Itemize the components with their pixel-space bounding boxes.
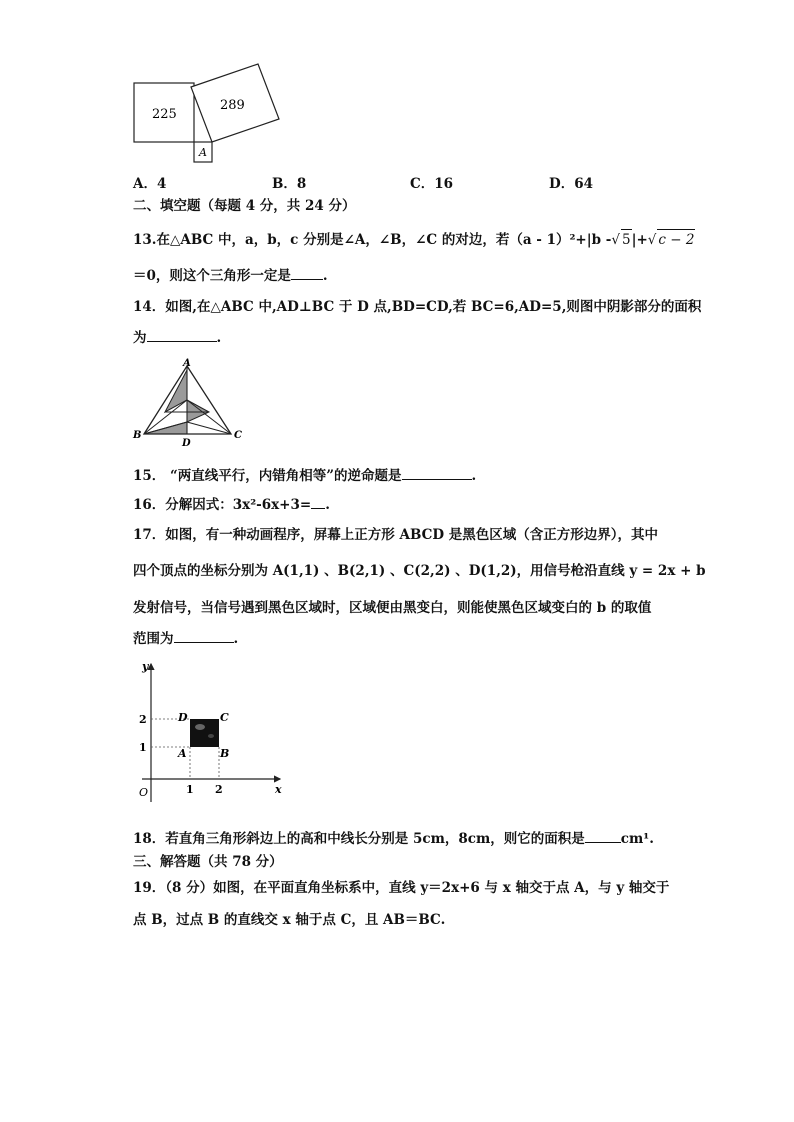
question-18: 18．若直角三角形斜边上的高和中线长分别是 5cm，8cm，则它的面积是 cm¹. bbox=[133, 828, 654, 849]
square-small-label: A bbox=[199, 146, 207, 159]
vertex-d: D bbox=[178, 711, 188, 724]
origin-label: O bbox=[139, 786, 149, 799]
x-axis-label: x bbox=[275, 783, 282, 796]
tick-y-2: 2 bbox=[139, 713, 147, 726]
option-a: A．4 bbox=[133, 176, 167, 192]
tick-x-1: 1 bbox=[186, 783, 194, 796]
square-right-label: 289 bbox=[220, 98, 245, 113]
question-17-line4: 范围为 . bbox=[133, 628, 238, 649]
question-14-line2: 为 . bbox=[133, 327, 221, 348]
q13-answer-blank[interactable] bbox=[291, 265, 323, 280]
coordinate-graph bbox=[134, 656, 294, 806]
q18-answer-blank[interactable] bbox=[585, 828, 621, 843]
question-13-line1 bbox=[133, 229, 695, 250]
black-square bbox=[190, 719, 219, 747]
q13-number: 13. bbox=[133, 232, 157, 248]
label-c: C bbox=[234, 430, 242, 441]
vertex-b: B bbox=[220, 747, 230, 760]
shaded-right-mid bbox=[187, 400, 209, 422]
label-d: D bbox=[182, 438, 191, 448]
question-15: 15． “两直线平行，内错角相等”的逆命题是 . bbox=[133, 465, 476, 486]
y-axis-label: y bbox=[142, 660, 149, 673]
squares-figure bbox=[128, 58, 288, 166]
question-17-line2: 四个顶点的坐标分别为 A(1,1) 、B(2,1) 、C(2,2) 、D(1,2)，用信号枪沿直线 y = 2x + b bbox=[133, 563, 706, 579]
label-a: A bbox=[183, 358, 191, 369]
triangle-figure bbox=[130, 356, 250, 448]
option-c: C．16 bbox=[410, 176, 454, 192]
square-left-label: 225 bbox=[152, 107, 177, 122]
label-b: B bbox=[133, 430, 142, 441]
q14-answer-blank[interactable] bbox=[147, 327, 217, 342]
question-13-line2: ＝0，则这个三角形一定是 . bbox=[133, 265, 328, 286]
q17-answer-blank[interactable] bbox=[174, 628, 234, 643]
question-17-line1: 17．如图，有一种动画程序，屏幕上正方形 ABCD 是黑色区域（含正方形边界），其中 bbox=[133, 527, 659, 543]
q13-plus: |+ bbox=[631, 232, 648, 248]
vertex-a: A bbox=[178, 747, 187, 760]
q13-sqrt-5: √ 5 bbox=[611, 232, 631, 248]
option-d: D．64 bbox=[549, 176, 593, 192]
section-title-solve: 三、解答题（共 78 分） bbox=[133, 854, 283, 870]
q13-text: 在△ABC 中，a，b，c 分别是∠A，∠B，∠C 的对边，若（a - 1）²+|b - bbox=[156, 232, 612, 248]
question-19-line2: 点 B，过点 B 的直线交 x 轴于点 C，且 AB＝BC. bbox=[133, 912, 446, 928]
question-19-line1: 19．（8 分）如图，在平面直角坐标系中，直线 y＝2x+6 与 x 轴交于点 A，与 y 轴交于 bbox=[133, 880, 670, 896]
question-16: 16．分解因式：3x²-6x+3= . bbox=[133, 494, 330, 515]
q15-answer-blank[interactable] bbox=[402, 465, 472, 480]
question-17-line3: 发射信号，当信号遇到黑色区域时，区域便由黑变白，则能使黑色区域变白的 b 的取值 bbox=[133, 600, 652, 616]
tick-y-1: 1 bbox=[139, 741, 147, 754]
section-title-fill-in: 二、填空题（每题 4 分，共 24 分） bbox=[133, 198, 356, 214]
tick-x-2: 2 bbox=[215, 783, 223, 796]
question-14-line1: 14．如图,在△ABC 中,AD⊥BC 于 D 点,BD=CD,若 BC=6,AD=5,则图中阴影部分的面积 bbox=[133, 299, 702, 315]
vertex-c: C bbox=[220, 711, 229, 724]
q16-answer-blank[interactable] bbox=[311, 494, 325, 509]
q13-sqrt-c: √ c − 2 bbox=[648, 232, 696, 248]
shaded-left-upper bbox=[165, 370, 187, 412]
option-b: B．8 bbox=[272, 176, 307, 192]
